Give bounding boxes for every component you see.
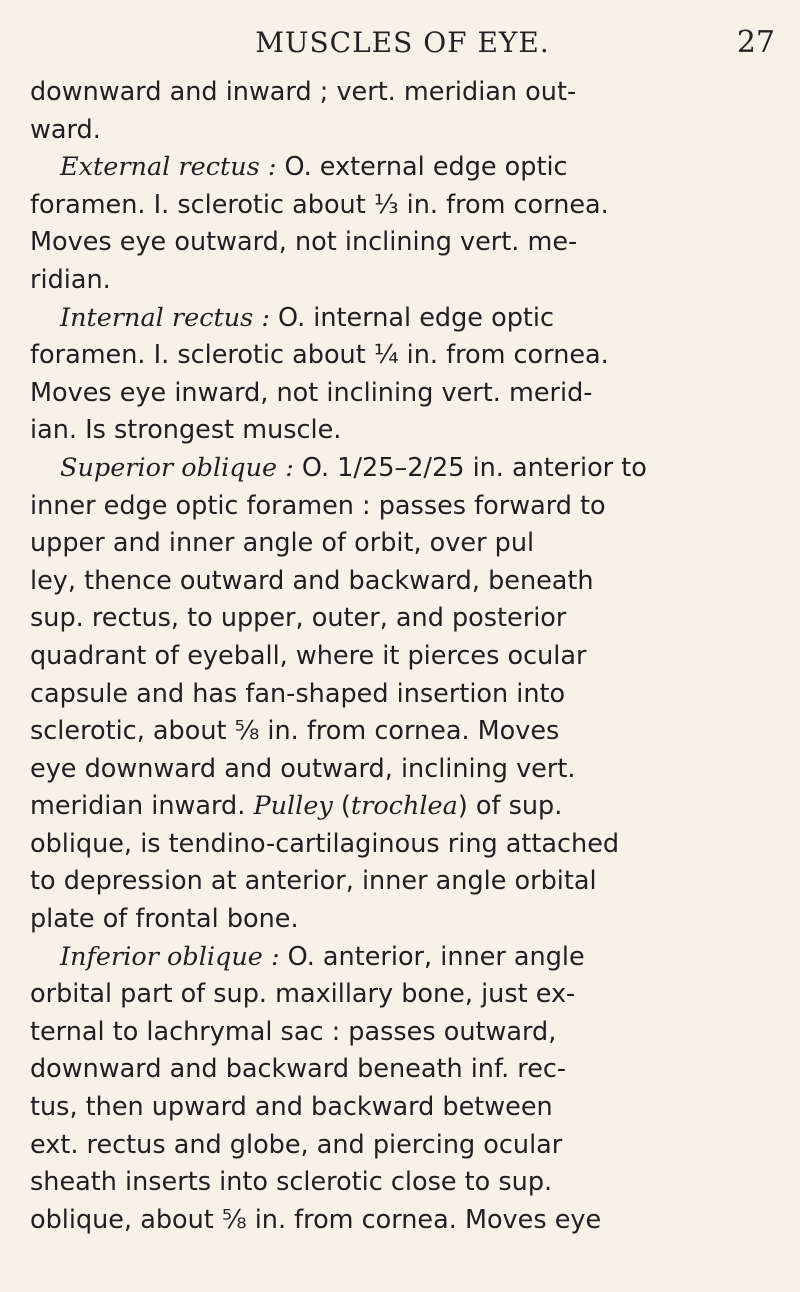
- text-line: [30, 563, 775, 601]
- text-run: foramen. I. sclerotic about ¼ in. from cornea.: [30, 340, 609, 371]
- text-run: capsule and has fan-shaped insertion into: [30, 678, 566, 709]
- text-line: [30, 412, 775, 450]
- text-line: [30, 337, 775, 375]
- text-run: foramen. I. sclerotic about ⅓ in. from cornea.: [30, 189, 609, 220]
- text-line: [30, 1089, 775, 1127]
- body-text: [30, 74, 775, 1239]
- italic-term: Internal rectus :: [60, 302, 270, 333]
- running-title: MUSCLES OF EYE.: [255, 26, 550, 59]
- text-run: ward.: [30, 114, 101, 145]
- text-run: tus, then upward and backward between: [30, 1092, 553, 1123]
- text-run: O. internal edge optic: [269, 302, 554, 333]
- text-line: [30, 1014, 775, 1052]
- italic-term: Superior oblique :: [60, 452, 294, 483]
- text-line: [30, 600, 775, 638]
- text-line: [30, 863, 775, 901]
- text-line: [30, 74, 775, 112]
- page-number: 27: [736, 25, 775, 60]
- text-run: plate of frontal bone.: [30, 904, 299, 935]
- italic-term: Inferior oblique :: [60, 941, 280, 972]
- italic-term: trochlea: [350, 791, 458, 822]
- text-run: orbital part of sup. maxillary bone, just ex-: [30, 979, 576, 1010]
- text-run: oblique, about ⅝ in. from cornea. Moves eye: [30, 1204, 602, 1235]
- italic-term: Pulley: [253, 791, 333, 822]
- text-run: ) of sup.: [457, 791, 563, 822]
- text-run: (: [332, 791, 351, 822]
- text-run: Moves eye inward, not inclining vert. merid-: [30, 377, 593, 408]
- text-line: [30, 939, 775, 977]
- text-line: [30, 1202, 775, 1240]
- text-run: ext. rectus and globe, and piercing ocular: [30, 1129, 563, 1160]
- text-line: [30, 375, 775, 413]
- text-run: eye downward and outward, inclining vert.: [30, 753, 576, 784]
- text-line: [30, 187, 775, 225]
- text-line: [30, 788, 775, 826]
- text-line: [30, 638, 775, 676]
- text-run: ternal to lachrymal sac : passes outward,: [30, 1016, 557, 1047]
- text-run: ley, thence outward and backward, beneath: [30, 565, 594, 596]
- text-run: meridian inward.: [30, 791, 254, 822]
- text-run: oblique, is tendino-cartilaginous ring attached: [30, 828, 620, 859]
- text-line: [30, 676, 775, 714]
- text-run: sclerotic, about ⅝ in. from cornea. Moves: [30, 716, 560, 747]
- text-line: [30, 751, 775, 789]
- running-head: [30, 26, 775, 66]
- text-run: quadrant of eyeball, where it pierces ocular: [30, 640, 587, 671]
- text-run: ian. Is strongest muscle.: [30, 415, 342, 446]
- text-run: sup. rectus, to upper, outer, and posterior: [30, 603, 567, 634]
- text-line: [30, 826, 775, 864]
- book-page: [30, 26, 775, 1239]
- text-run: inner edge optic foramen : passes forward to: [30, 490, 606, 521]
- text-run: to depression at anterior, inner angle orbital: [30, 866, 597, 897]
- text-line: [30, 713, 775, 751]
- text-line: [30, 488, 775, 526]
- text-line: [30, 1051, 775, 1089]
- italic-term: External rectus :: [60, 152, 277, 183]
- text-line: [30, 976, 775, 1014]
- text-line: [30, 300, 775, 338]
- text-line: [30, 262, 775, 300]
- text-run: downward and inward ; vert. meridian out-: [30, 77, 577, 107]
- text-line: [30, 224, 775, 262]
- text-line: [30, 525, 775, 563]
- text-run: ridian.: [30, 264, 111, 295]
- text-line: [30, 450, 775, 488]
- text-line: [30, 901, 775, 939]
- text-run: O. external edge optic: [276, 152, 568, 183]
- text-line: [30, 1127, 775, 1165]
- text-run: sheath inserts into sclerotic close to sup.: [30, 1167, 553, 1198]
- text-run: downward and backward beneath inf. rec-: [30, 1054, 567, 1085]
- text-line: [30, 112, 775, 150]
- text-line: [30, 149, 775, 187]
- text-run: O. anterior, inner angle: [279, 941, 585, 972]
- text-run: upper and inner angle of orbit, over pul: [30, 528, 535, 559]
- text-run: Moves eye outward, not inclining vert. me-: [30, 227, 578, 258]
- text-line: [30, 1164, 775, 1202]
- text-run: O. 1/25–2/25 in. anterior to: [293, 452, 647, 483]
